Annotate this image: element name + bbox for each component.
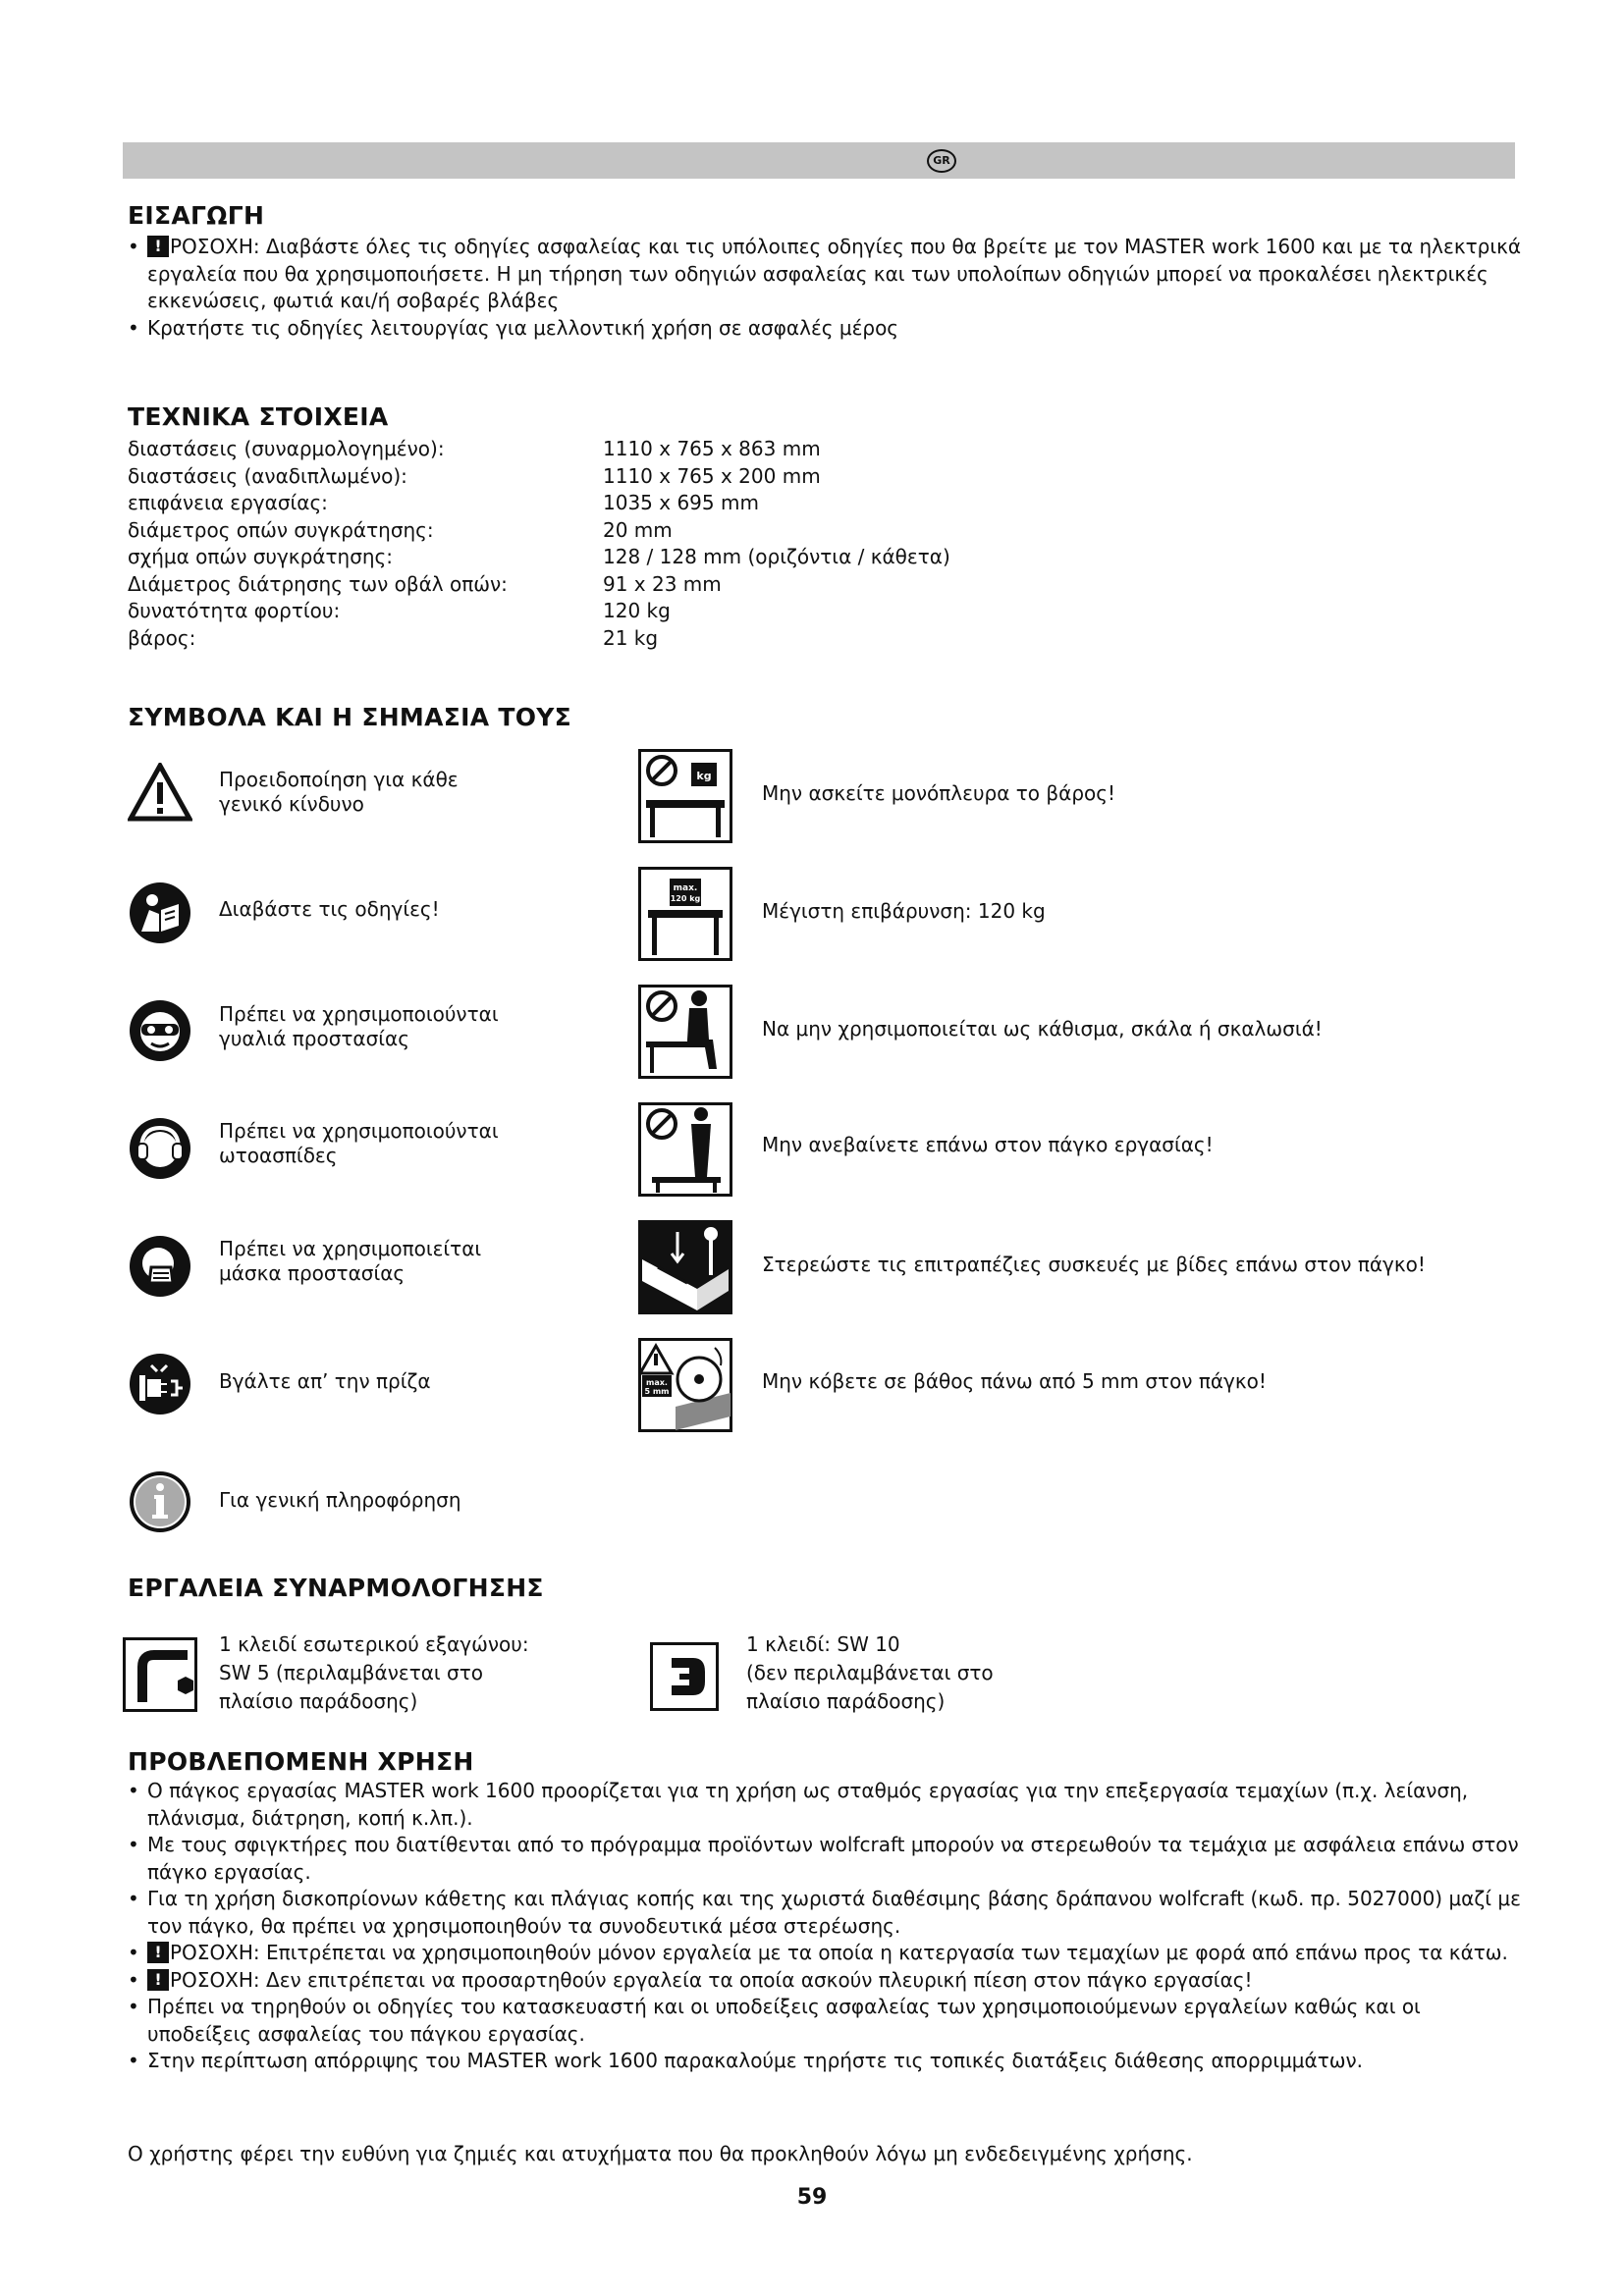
language-badge: GR: [927, 149, 956, 173]
intended-list: [128, 1778, 1522, 2075]
tech-values: [603, 436, 950, 652]
tech-value: 128 / 128 mm (οριζόντια / κάθετα): [603, 545, 950, 568]
tech-value: 1035 x 695 mm: [603, 491, 759, 514]
tools-text-left: 1 κλειδί εσωτερικού εξαγώνου: SW 5 (περιλαμβάνεται στο πλαίσιο παράδοσης): [219, 1632, 529, 1713]
tools-text-right: 1 κλειδί: SW 10 (δεν περιλαμβάνεται στο πλαίσιο παράδοσης): [746, 1632, 994, 1713]
intro-bullet-1: !• ΡΟΣΟΧΗ: Διαβάστε όλες τις οδηγίες ασφαλείας και τις υπόλοιπες οδηγίες που θα βρείτε με τον MASTER work 1600 και με τα ηλεκτρικά εργαλεία που θα χρησιμοποιήσετε. Η μη τήρηση των οδηγιών ασφαλείας και των υπολοίπων οδηγιών μπορεί να προκαλέσει ηλεκτρικές εκκενώσεις, φωτιά και/ή σοβαρές βλάβες: [128, 234, 1522, 315]
tech-value: 1110 x 765 x 863 mm: [603, 437, 821, 460]
intended-bullet-7: • Στην περίπτωση απόρριψης του MASTER work 1600 παρακαλούμε τηρήστε τις τοπικές διατάξεις διάθεσης απορριμμάτων.: [128, 2048, 1522, 2075]
safety-goggles-icon: [128, 998, 192, 1063]
max-label: max.: [673, 883, 698, 893]
tech-value: 91 x 23 mm: [603, 571, 722, 596]
tech-label: δυνατότητα φορτίου:: [128, 599, 341, 622]
intended-bullet-6: • Πρέπει να τηρηθούν οι οδηγίες του κατασκευαστή και οι υποδείξεις ασφαλείας των χρησιμοποιούμενων εργαλείων καθώς και οι υποδείξεις ασφαλείας του πάγκου εργασίας.: [128, 1994, 1522, 2048]
general-warning-icon: [128, 763, 192, 822]
tech-label: επιφάνεια εργασίας:: [128, 491, 328, 514]
tech-value: 20 mm: [603, 517, 673, 542]
wrench-icon: [650, 1642, 719, 1711]
tech-label: διαστάσεις (συναρμολογημένο):: [128, 437, 445, 460]
mm-label: 5 mm: [644, 1387, 670, 1396]
intended-bullet-1: • Ο πάγκος εργασίας MASTER work 1600 προορίζεται για τη χρήση ως σταθμός εργασίας για την επεξεργασία τεμαχίων (π.χ. λείανση, πλάνισμα, διάτρηση, κοπή κ.λπ.).: [128, 1778, 1522, 1832]
symbol-text-left-6: Βγάλτε απ’ την πρίζα: [219, 1369, 431, 1393]
ear-protection-icon: [128, 1116, 192, 1181]
warning-mini-icon: [147, 1969, 169, 1991]
hex-key-icon: [123, 1637, 197, 1712]
page-number: 59: [796, 2185, 828, 2210]
max-mm-label: max.: [646, 1378, 668, 1387]
symbols-title: ΣΥΜΒΟΛΑ ΚΑΙ Η ΣΗΜΑΣΙΑ ΤΟΥΣ: [128, 703, 572, 731]
warning-mini-icon: [147, 1942, 169, 1963]
tech-value: 120 kg: [603, 599, 671, 622]
tech-label: βάρος:: [128, 625, 196, 650]
tech-label: διαστάσεις (αναδιπλωμένο):: [128, 463, 407, 488]
no-sitting-icon: [638, 985, 732, 1079]
tech-value: 21 kg: [603, 625, 659, 650]
liability-note: Ο χρήστης φέρει την ευθύνη για ζημιές και ατυχήματα που θα προκληθούν λόγω μη ενδεδειγμένης χρήσης.: [128, 2142, 1193, 2165]
symbol-text-right-1: Μην ασκείτε μονόπλευρα το βάρος!: [762, 781, 1116, 805]
no-standing-icon: [638, 1102, 732, 1197]
dust-mask-icon: [128, 1234, 192, 1299]
symbol-text-right-3: Να μην χρησιμοποιείται ως κάθισμα, σκάλα ή σκαλωσιά!: [762, 1017, 1323, 1041]
tech-value: 1110 x 765 x 200 mm: [603, 463, 821, 488]
max-cut-depth-icon: [638, 1338, 732, 1432]
kg-label: kg: [696, 770, 712, 782]
symbol-text-left-2: Διαβάστε τις οδηγίες!: [219, 897, 440, 921]
intended-bullet-2: • Με τους σφιγκτήρες που διατίθενται από το πρόγραμμα προϊόντων wolfcraft μπορούν να στερεωθούν τα τεμάχια με ασφάλεια επάνω στον πάγκο εργασίας.: [128, 1832, 1522, 1886]
max-kg-label: 120 kg: [670, 894, 701, 903]
header-bar: [123, 142, 1515, 179]
info-icon: [128, 1469, 192, 1534]
tools-title: ΕΡΓΑΛΕΙΑ ΣΥΝΑΡΜΟΛΟΓΗΣΗΣ: [128, 1574, 544, 1602]
symbol-text-left-3: Πρέπει να χρησιμοποιούνται γυαλιά προστασίας: [219, 1002, 499, 1050]
max-load-icon: [638, 867, 732, 961]
intro-list: [128, 234, 1522, 342]
symbol-text-right-5: Στερεώστε τις επιτραπέζιες συσκευές με βίδες επάνω στον πάγκο!: [762, 1253, 1426, 1276]
tech-title: ΤΕΧΝΙΚΑ ΣΤΟΙΧΕΙΑ: [128, 402, 389, 431]
unplug-icon: [128, 1352, 192, 1416]
tech-label: Διάμετρος διάτρησης των οβάλ οπών:: [128, 571, 508, 596]
tech-labels: [128, 436, 508, 652]
intended-bullet-3: • Για τη χρήση δισκοπρίονων κάθετης και πλάγιας κοπής και της χωριστά διαθέσιμης βάσης δράπανου wolfcraft (κωδ. πρ. 5027000) μαζί με τον πάγκο, θα πρέπει να χρησιμοποιηθούν τα συνοδευτικά μέσα στερέωσης.: [128, 1886, 1522, 1940]
symbol-text-left-4: Πρέπει να χρησιμοποιούνται ωτοασπίδες: [219, 1119, 499, 1167]
intro-bullet-2: • Κρατήστε τις οδηγίες λειτουργίας για μελλοντική χρήση σε ασφαλές μέρος: [128, 315, 1522, 343]
intro-title: ΕΙΣΑΓΩΓΗ: [128, 201, 265, 230]
symbol-text-left-5: Πρέπει να χρησιμοποιείται μάσκα προστασίας: [219, 1237, 482, 1285]
symbol-text-right-2: Μέγιστη επιβάρυνση: 120 kg: [762, 899, 1046, 923]
symbol-text-left-7: Για γενική πληροφόρηση: [219, 1488, 461, 1512]
no-one-sided-load-icon: [638, 749, 732, 843]
intended-bullet-4: !• ΡΟΣΟΧΗ: Επιτρέπεται να χρησιμοποιηθούν μόνον εργαλεία με τα οποία η κατεργασία των τεμαχίων με φορά από επάνω προς τα κάτω.: [128, 1940, 1522, 1967]
read-instructions-icon: [128, 881, 192, 945]
intended-title: ΠΡΟΒΛΕΠΟΜΕΝΗ ΧΡΗΣΗ: [128, 1747, 474, 1776]
intended-bullet-5: !• ΡΟΣΟΧΗ: Δεν επιτρέπεται να προσαρτηθούν εργαλεία τα οποία ασκούν πλευρική πίεση στον πάγκο εργασίας!: [128, 1967, 1522, 1995]
symbol-text-right-4: Μην ανεβαίνετε επάνω στον πάγκο εργασίας!: [762, 1133, 1214, 1156]
symbol-text-left-1: Προειδοποίηση για κάθε γενικό κίνδυνο: [219, 768, 459, 816]
screw-mount-icon: [638, 1220, 732, 1314]
symbol-text-right-6: Μην κόβετε σε βάθος πάνω από 5 mm στον πάγκο!: [762, 1369, 1267, 1393]
tech-label: διάμετρος οπών συγκράτησης:: [128, 517, 434, 542]
warning-mini-icon: [147, 236, 169, 257]
tech-label: σχήμα οπών συγκράτησης:: [128, 545, 394, 568]
